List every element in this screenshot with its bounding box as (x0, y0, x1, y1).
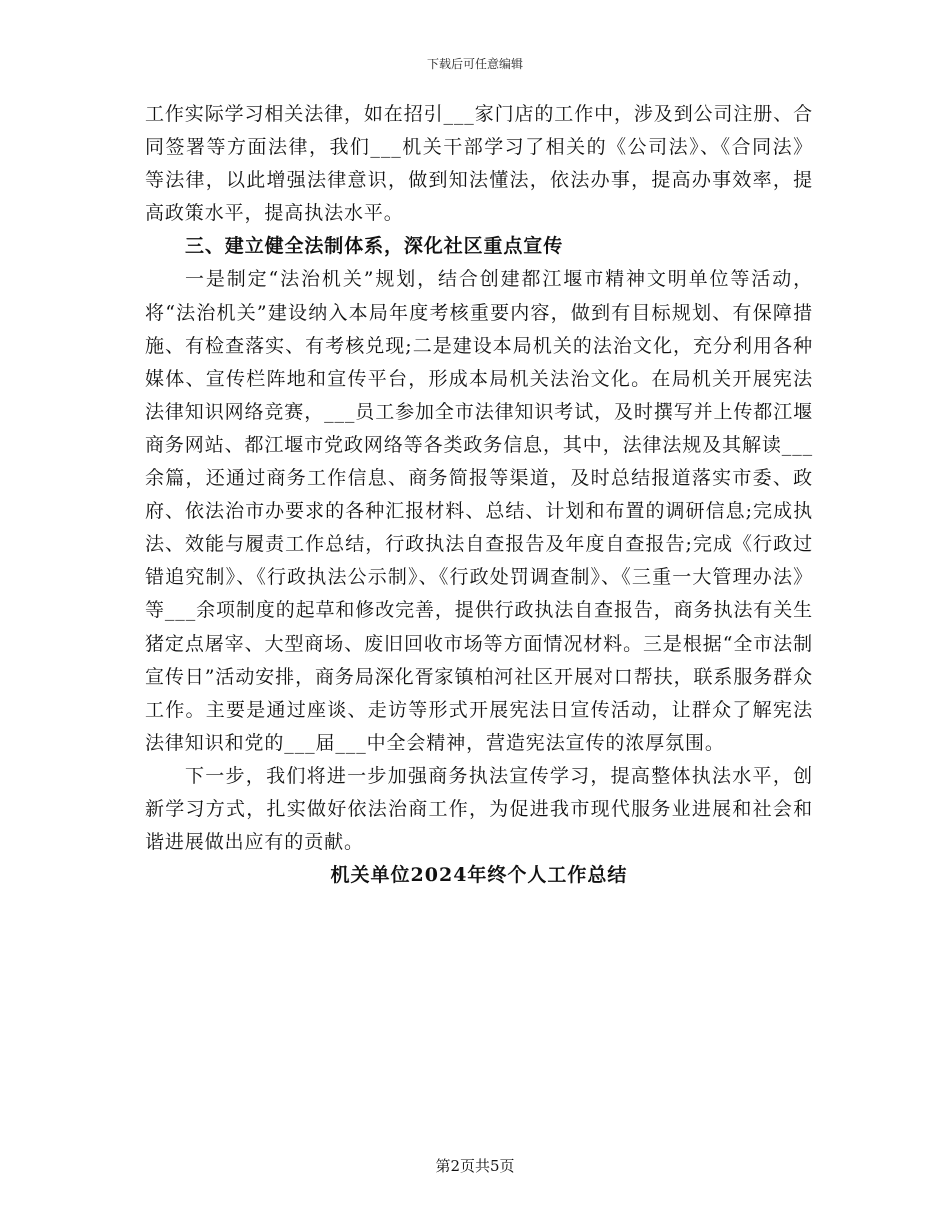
next-document-title: 机关单位2024年终个人工作总结 (330, 864, 628, 887)
paragraph-next-step: 下一步，我们将进一步加强商务执法宣传学习，提高整体执法水平，创新学习方式，扎实做好依法治商工作，为促进我市现代服务业进展和社会和谐进展做出应有的贡献。 (145, 764, 813, 854)
paragraph-legal-system: 一是制定“法治机关”规划，结合创建都江堰市精神文明单位等活动，将“法治机关”建设纳入本局年度考核重要内容，做到有目标规划、有保障措施、有检查落实、有考核兑现;二是建设本局机关的法治文化，充分利用各种媒体、宣传栏阵地和宣传平台，形成本局机关法治文化。在局机关开展宪法法律知识网络竞赛，___员工参加全市法律知识考试，及时撰写并上传都江堰商务网站、都江堰市党政网络等各类政务信息，其中，法律法规及其解读___余篇，还通过商务工作信息、商务简报等渠道，及时总结报道落实市委、政府、依法治市办要求的各种汇报材料、总结、计划和布置的调研信息;完成执法、效能与履责工作总结，行政执法自查报告及年度自查报告;完成《行政过错追究制》、《行政执法公示制》、《行政处罚调查制》、《三重一大管理办法》等___余项制度的起草和修改完善，提供行政执法自查报告，商务执法有关生猪定点屠宰、大型商场、废旧回收市场等方面情况材料。三是根据“全市法制宣传日”活动安排，商务局深化胥家镇柏河社区开展对口帮扶，联系服务群众工作。主要是通过座谈、走访等形式开展宪法日宣传活动，让群众了解宪法法律知识和党的___届___中全会精神，营造宪法宣传的浓厚氛围。 (145, 268, 814, 754)
page-number: 第2页共5页 (435, 1157, 515, 1175)
paragraph-law-study: 工作实际学习相关法律，如在招引___家门店的工作中，涉及到公司注册、合同签署等方面法律，我们___机关干部学习了相关的《公司法》、《合同法》等法律，以此增强法律意识，做到知法懂法，依法办事，提高办事效率，提高政策水平，提高执法水平。 (145, 103, 814, 225)
header-note: 下载后可任意编辑 (426, 57, 523, 71)
document-body (145, 98, 813, 892)
section-heading-3: 三、建立健全法制体系，深化社区重点宣传 (185, 235, 564, 258)
